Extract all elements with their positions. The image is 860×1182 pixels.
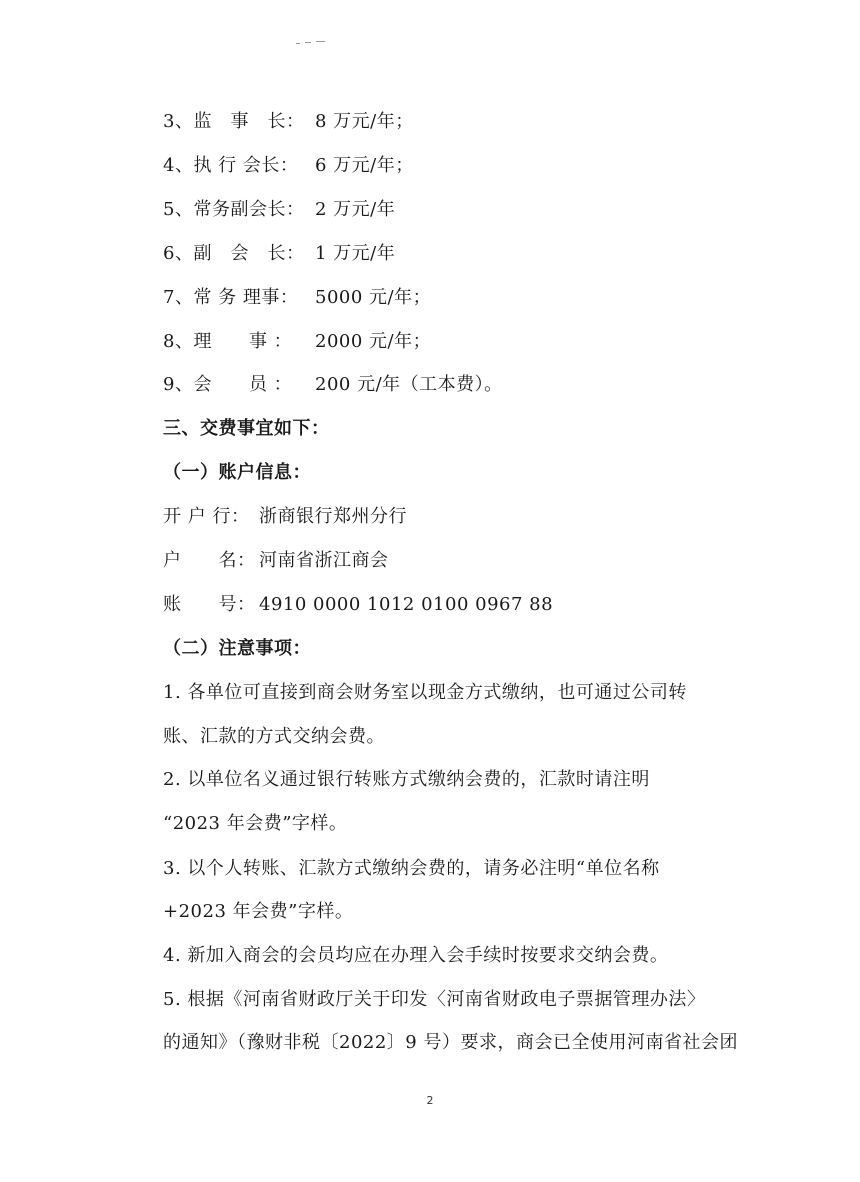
subsection-heading-notes: （二）注意事项： (163, 638, 311, 659)
fee-value: 2000 元/年； (315, 331, 432, 352)
fee-value: 8 万元/年； (315, 111, 414, 132)
fee-label: 6、副 会 长： (163, 243, 305, 264)
fee-item-member (163, 373, 503, 397)
page-number: 2 (426, 1094, 434, 1107)
note-5-line-1: 5. 根据《河南省财政厅关于印发〈河南省财政电子票据管理办法〉 (163, 989, 706, 1010)
account-label: 户 名： (163, 550, 256, 571)
note-4-line-1: 4. 新加入商会的会员均应在办理入会手续时按要求交纳会费。 (163, 945, 669, 966)
account-bank (163, 505, 407, 529)
account-label: 账 号： (163, 594, 256, 615)
scan-artifact (296, 40, 336, 46)
note-3-line-1: 3. 以个人转账、汇款方式缴纳会费的，请务必注明“单位名称 (163, 858, 660, 879)
fee-value: 200 元/年（工本费）。 (315, 374, 503, 395)
fee-label: 9、会 员 ： (163, 374, 293, 395)
fee-value: 1 万元/年 (315, 243, 396, 264)
account-value: 浙商银行郑州分行 (259, 506, 407, 527)
fee-label: 8、理 事 ： (163, 331, 293, 352)
fee-label: 4、执 行 会长： (163, 155, 299, 176)
account-value: 4910 0000 1012 0100 0967 88 (259, 594, 554, 615)
account-value: 河南省浙江商会 (259, 550, 389, 571)
fee-item-director (163, 330, 431, 354)
fee-label: 3、监 事 长： (163, 111, 305, 132)
fee-item-standing-vice-president (163, 198, 395, 222)
fee-item-standing-director (163, 286, 431, 310)
subsection-heading-account: （一）账户信息： (163, 462, 311, 483)
fee-value: 5000 元/年； (315, 287, 432, 308)
section-heading-payment: 三、交费事宜如下： (163, 418, 330, 439)
account-name (163, 549, 389, 573)
fee-label: 7、常 务 理事： (163, 287, 299, 308)
account-number (163, 593, 553, 617)
fee-item-executive-president (163, 154, 414, 178)
fee-item-supervisor (163, 110, 414, 134)
note-3-line-2: +2023 年会费”字样。 (163, 901, 354, 922)
note-1-line-1: 1. 各单位可直接到商会财务室以现金方式缴纳，也可通过公司转 (163, 682, 687, 703)
note-5-line-2: 的通知》（豫财非税〔2022〕9 号）要求，商会已全使用河南省社会团 (163, 1032, 738, 1053)
fee-value: 6 万元/年； (315, 155, 414, 176)
account-label: 开 户 行： (163, 506, 250, 527)
fee-item-vice-president (163, 242, 395, 266)
note-2-line-1: 2. 以单位名义通过银行转账方式缴纳会费的，汇款时请注明 (163, 769, 650, 790)
note-2-line-2: “2023 年会费”字样。 (163, 813, 348, 834)
note-1-line-2: 账、汇款的方式交纳会费。 (163, 726, 385, 747)
fee-label: 5、常务副会长： (163, 199, 305, 220)
fee-value: 2 万元/年 (315, 199, 396, 220)
